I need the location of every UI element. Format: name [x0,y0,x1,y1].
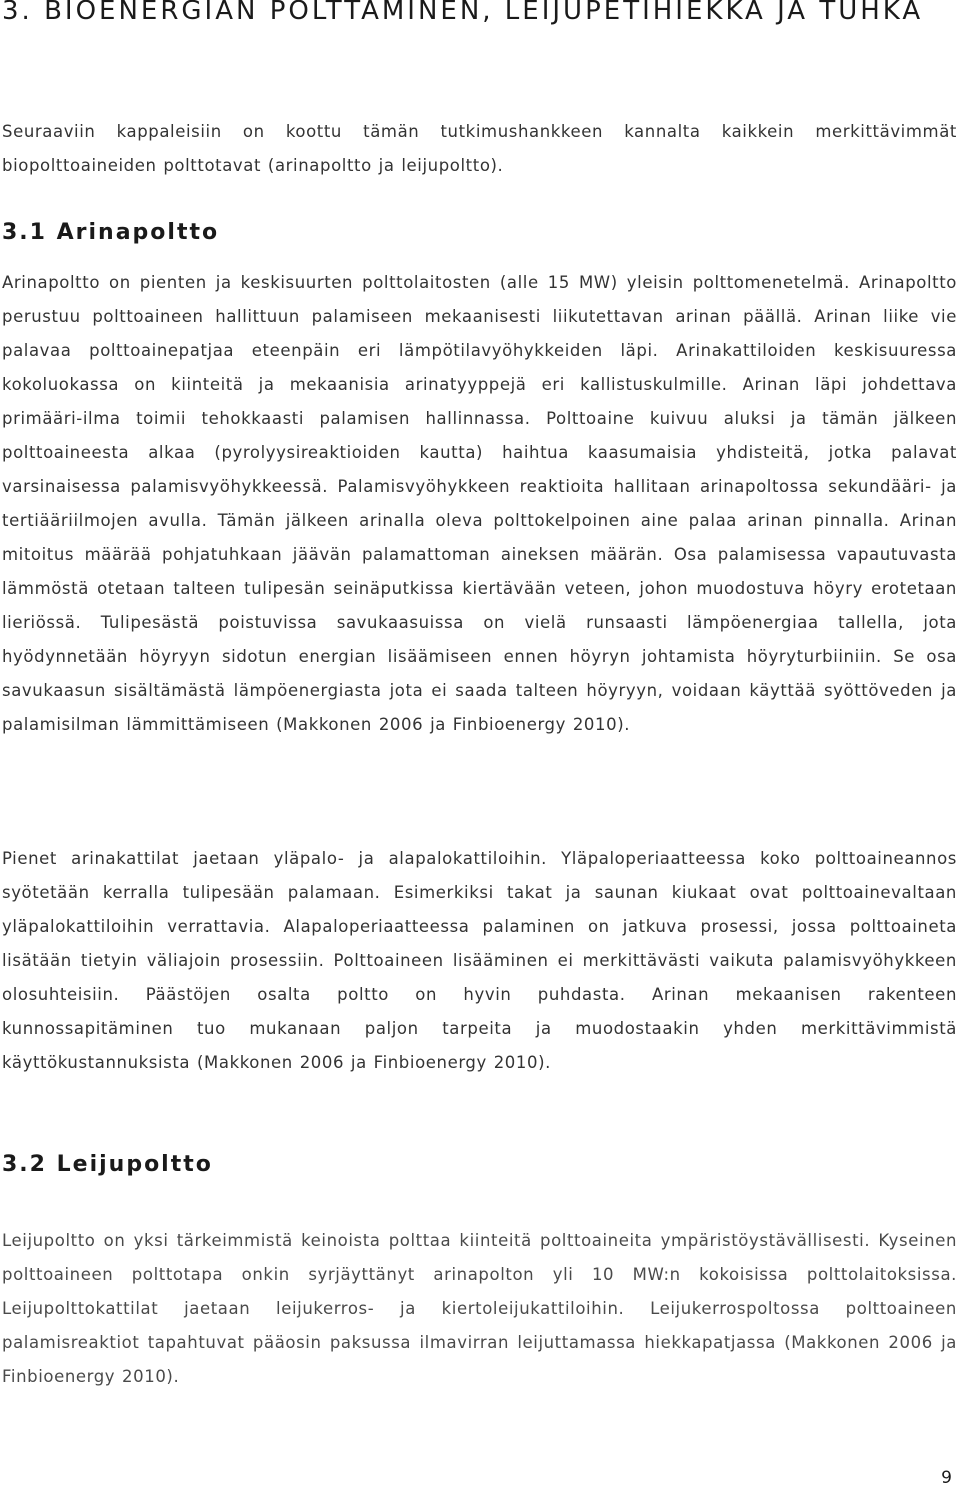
arinapoltto-paragraph-2: Pienet arinakattilat jaetaan yläpalo- ja alapalokattiloihin. Yläpaloperiaatteessa koko polttoaineannos syötetään kerralla tulipesään palamaan. Esimerkiksi takat ja saunan kiukaat ovat polttoainevaltaan yläpalokattiloihin verrattavia. Alapaloperiaatteessa palaminen on jatkuva prosessi, jossa polttoaineta lisätään tietyin väliajoin prosessiin. Polttoaineen lisääminen ei merkittävästi vaikuta palamisvyöhykkeen olosuhteisiin. Päästöjen osalta poltto on hyvin puhdasta. Arinan mekaanisen rakenteen kunnossapitäminen tuo mukanaan paljon tarpeita ja muodostaakin yhden merkittävimmistä käyttökustannuksista (Makkonen 2006 ja Finbioenergy 2010). [2,849,957,1072]
section-heading-leijupoltto: 3.2 Leijupoltto [2,1152,213,1177]
intro-paragraph: Seuraaviin kappaleisiin on koottu tämän tutkimushankkeen kannalta kaikkein merkittävimmät biopolttoaineiden polttotavat (arinapoltto ja leijupoltto). [2,122,957,175]
chapter-title: 3. BIOENERGIAN POLTTAMINEN, LEIJUPETIHIEKKA JA TUHKA [2,0,924,26]
arinapoltto-paragraph-1: Arinapoltto on pienten ja keskisuurten polttolaitosten (alle 15 MW) yleisin polttomenetelmä. Arinapoltto perustuu polttoaineen hallittuun palamiseen mekaanisesti liikutettavan arinan päällä. Arinan liike vie palavaa polttoainepatjaa eteenpäin eri lämpötilavyöhykkeiden läpi. Arinakattiloiden keskisuuressa kokoluokassa on kiinteitä ja mekaanisia arinatyyppejä eri kallistuskulmille. Arinan läpi johdettava primääri-ilma toimii tehokkaasti palamisen hallinnassa. Polttoaine kuivuu aluksi ja tämän jälkeen polttoaineesta alkaa (pyrolyysireaktioiden kautta) haihtua kaasumaisia yhdisteitä, jotka palavat varsinaisessa palamisvyöhykkeessä. Palamisvyöhykkeen reaktioita hallitaan arinapoltossa sekundääri- ja tertiääriilmojen avulla. Tämän jälkeen arinalla oleva polttokelpoinen aine palaa arinan pinnalla. Arinan mitoitus määrää pohjatuhkaan jäävän palamattoman aineksen määrän. Osa palamisessa vapautuvasta lämmöstä otetaan talteen tulipesän seinäputkissa kiertävään veteen, johon muodostuva höyry erotetaan lieriössä. Tulipesästä poistuvissa savukaasuissa on vielä runsaasti lämpöenergiaa tallella, jota hyödynnetään höyryyn sidotun energian lisäämiseen ennen höyryn johtamista höyryturbiiniin. Se osa savukaasun sisältämästä lämpöenergiasta jota ei saada talteen höyryyn, voidaan käyttää syöttöveden ja palamisilman lämmittämiseen (Makkonen 2006 ja Finbioenergy 2010). [2,273,957,734]
leijupoltto-paragraph-1: Leijupoltto on yksi tärkeimmistä keinoista polttaa kiinteitä polttoaineita ympäristöystävällisesti. Kyseinen polttoaineen polttotapa onkin syrjäyttänyt arinapolton yli 10 MW:n kokoisissa polttolaitoksissa. Leijupolttokattilat jaetaan leijukerros- ja kiertoleijukattiloihin. Leijukerrospoltossa polttoaineen palamisreaktiot tapahtuvat pääosin paksussa ilmavirran leijuttamassa hiekkapatjassa (Makkonen 2006 ja Finbioenergy 2010). [2,1231,957,1386]
page-number: 9 [941,1468,952,1488]
section-heading-arinapoltto: 3.1 Arinapoltto [2,220,220,245]
